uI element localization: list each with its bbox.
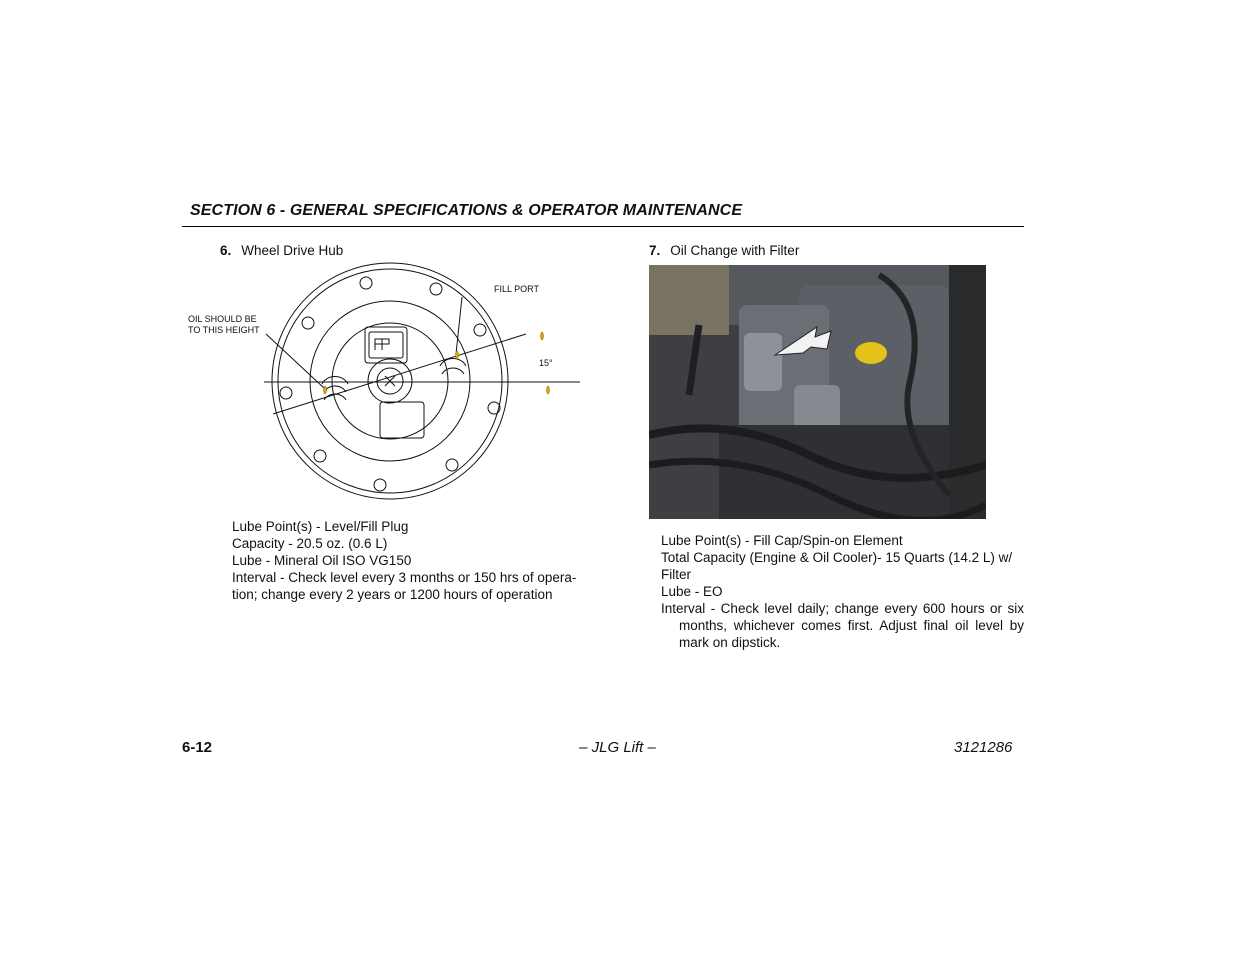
item-7-line: Lube Point(s) - Fill Cap/Spin-on Element <box>661 533 903 548</box>
item-7-line: Lube - EO <box>661 584 723 599</box>
label-fill-port: FILL PORT <box>494 284 540 294</box>
item-6-line: Capacity - 20.5 oz. (0.6 L) <box>232 536 388 551</box>
label-angle: 15° <box>539 358 553 368</box>
item-7-heading <box>649 243 799 258</box>
item-6-details <box>232 518 597 603</box>
item-7-details <box>661 532 1024 651</box>
item-6-title: Wheel Drive Hub <box>241 243 344 258</box>
item-6-heading <box>220 243 343 258</box>
page-number: 6-12 <box>182 739 213 756</box>
item-7-number: 7. <box>649 243 661 258</box>
wheel-drive-hub-diagram <box>180 262 580 508</box>
item-6-line: tion; change every 2 years or 1200 hours of operation <box>232 587 553 602</box>
item-6-line: Interval - Check level every 3 months or 150 hrs of opera- <box>232 570 577 585</box>
label-oil-height-line2: TO THIS HEIGHT <box>188 325 260 335</box>
item-7-interval: Interval - Check level daily; change every 600 hours or six months, whichever comes first. Adjust final oil level by mark on dipstick. <box>661 601 1024 650</box>
item-6-line: Lube Point(s) - Level/Fill Plug <box>232 519 409 534</box>
engine-oil-filter-photo <box>649 265 986 519</box>
section-title: SECTION 6 - GENERAL SPECIFICATIONS & OPERATOR MAINTENANCE <box>190 202 743 219</box>
item-6-number: 6. <box>220 243 232 258</box>
label-oil-height-line1: OIL SHOULD BE <box>188 314 257 324</box>
item-7-line: Total Capacity (Engine & Oil Cooler)- 15 Quarts (14.2 L) w/ Filter <box>661 550 1013 582</box>
item-6-line: Lube - Mineral Oil ISO VG150 <box>232 553 412 568</box>
footer-publisher: – JLG Lift – <box>579 739 656 756</box>
document-number: 3121286 <box>954 739 1013 756</box>
header-rule <box>182 226 1024 227</box>
item-7-title: Oil Change with Filter <box>670 243 800 258</box>
